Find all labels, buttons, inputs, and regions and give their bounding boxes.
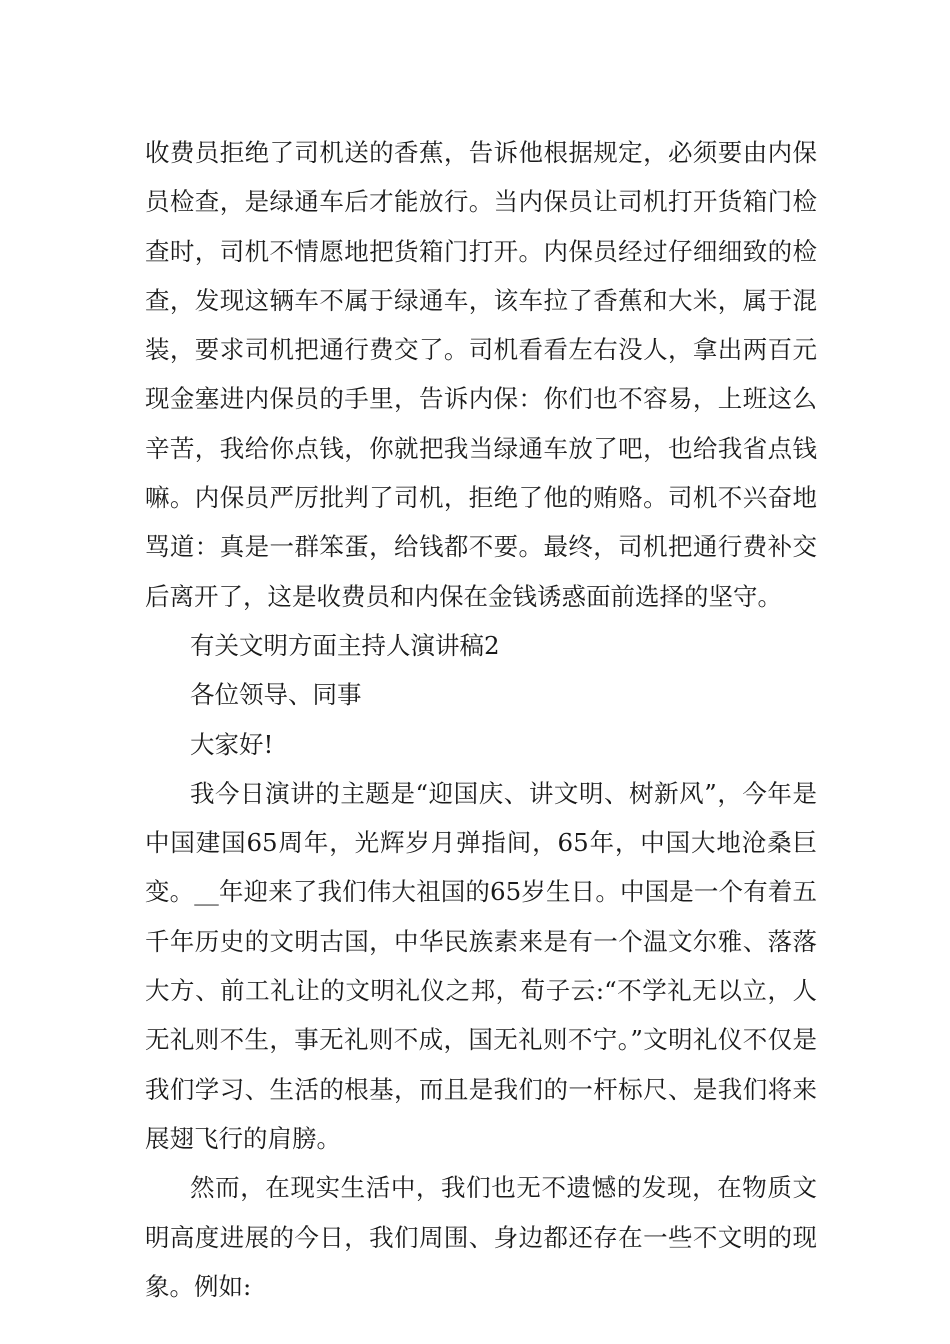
greeting: 大家好! [190, 729, 274, 759]
speech-title: 有关文明方面主持人演讲稿2 [190, 630, 500, 660]
paragraph-uncivil-phenomena: 然而，在现实生活中，我们也无不遗憾的发现，在物质文明高度进展的今日，我们周围、身边都还存在一些不文明的现象。例如: [145, 1173, 817, 1301]
paragraph-speech-theme: 我今日演讲的主题是“迎国庆、讲文明、树新风”，今年是中国建国65周年，光辉岁月弹指间，65年，中国大地沧桑巨变。__年迎来了我们伟大祖国的65岁生日。中国是一个有着五千年历史的文明古国，中华民族素来是有一个温文尔雅、落落大方、前工礼让的文明礼仪之邦，荀子云:“不学礼无以立，人无礼则不生，事无礼则不成，国无礼则不宁。”文明礼仪不仅是我们学习、生活的根基，而且是我们的一杆标尺、是我们将来展翅飞行的肩膀。 [145, 778, 817, 1153]
salutation: 各位领导、同事 [190, 680, 362, 710]
document-body [145, 128, 817, 1311]
paragraph-toll-story: 收费员拒绝了司机送的香蕉，告诉他根据规定，必须要由内保员检查，是绿通车后才能放行。当内保员让司机打开货箱门检查时，司机不情愿地把货箱门打开。内保员经过仔细细致的检查，发现这辆车不属于绿通车，该车拉了香蕉和大米，属于混装，要求司机把通行费交了。司机看看左右没人，拿出两百元现金塞进内保员的手里，告诉内保：你们也不容易，上班这么辛苦，我给你点钱，你就把我当绿通车放了吧，也给我省点钱嘛。内保员严厉批判了司机，拒绝了他的贿赂。司机不兴奋地骂道：真是一群笨蛋，给钱都不要。最终，司机把通行费补交后离开了，这是收费员和内保在金钱诱惑面前选择的坚守。 [145, 138, 817, 611]
